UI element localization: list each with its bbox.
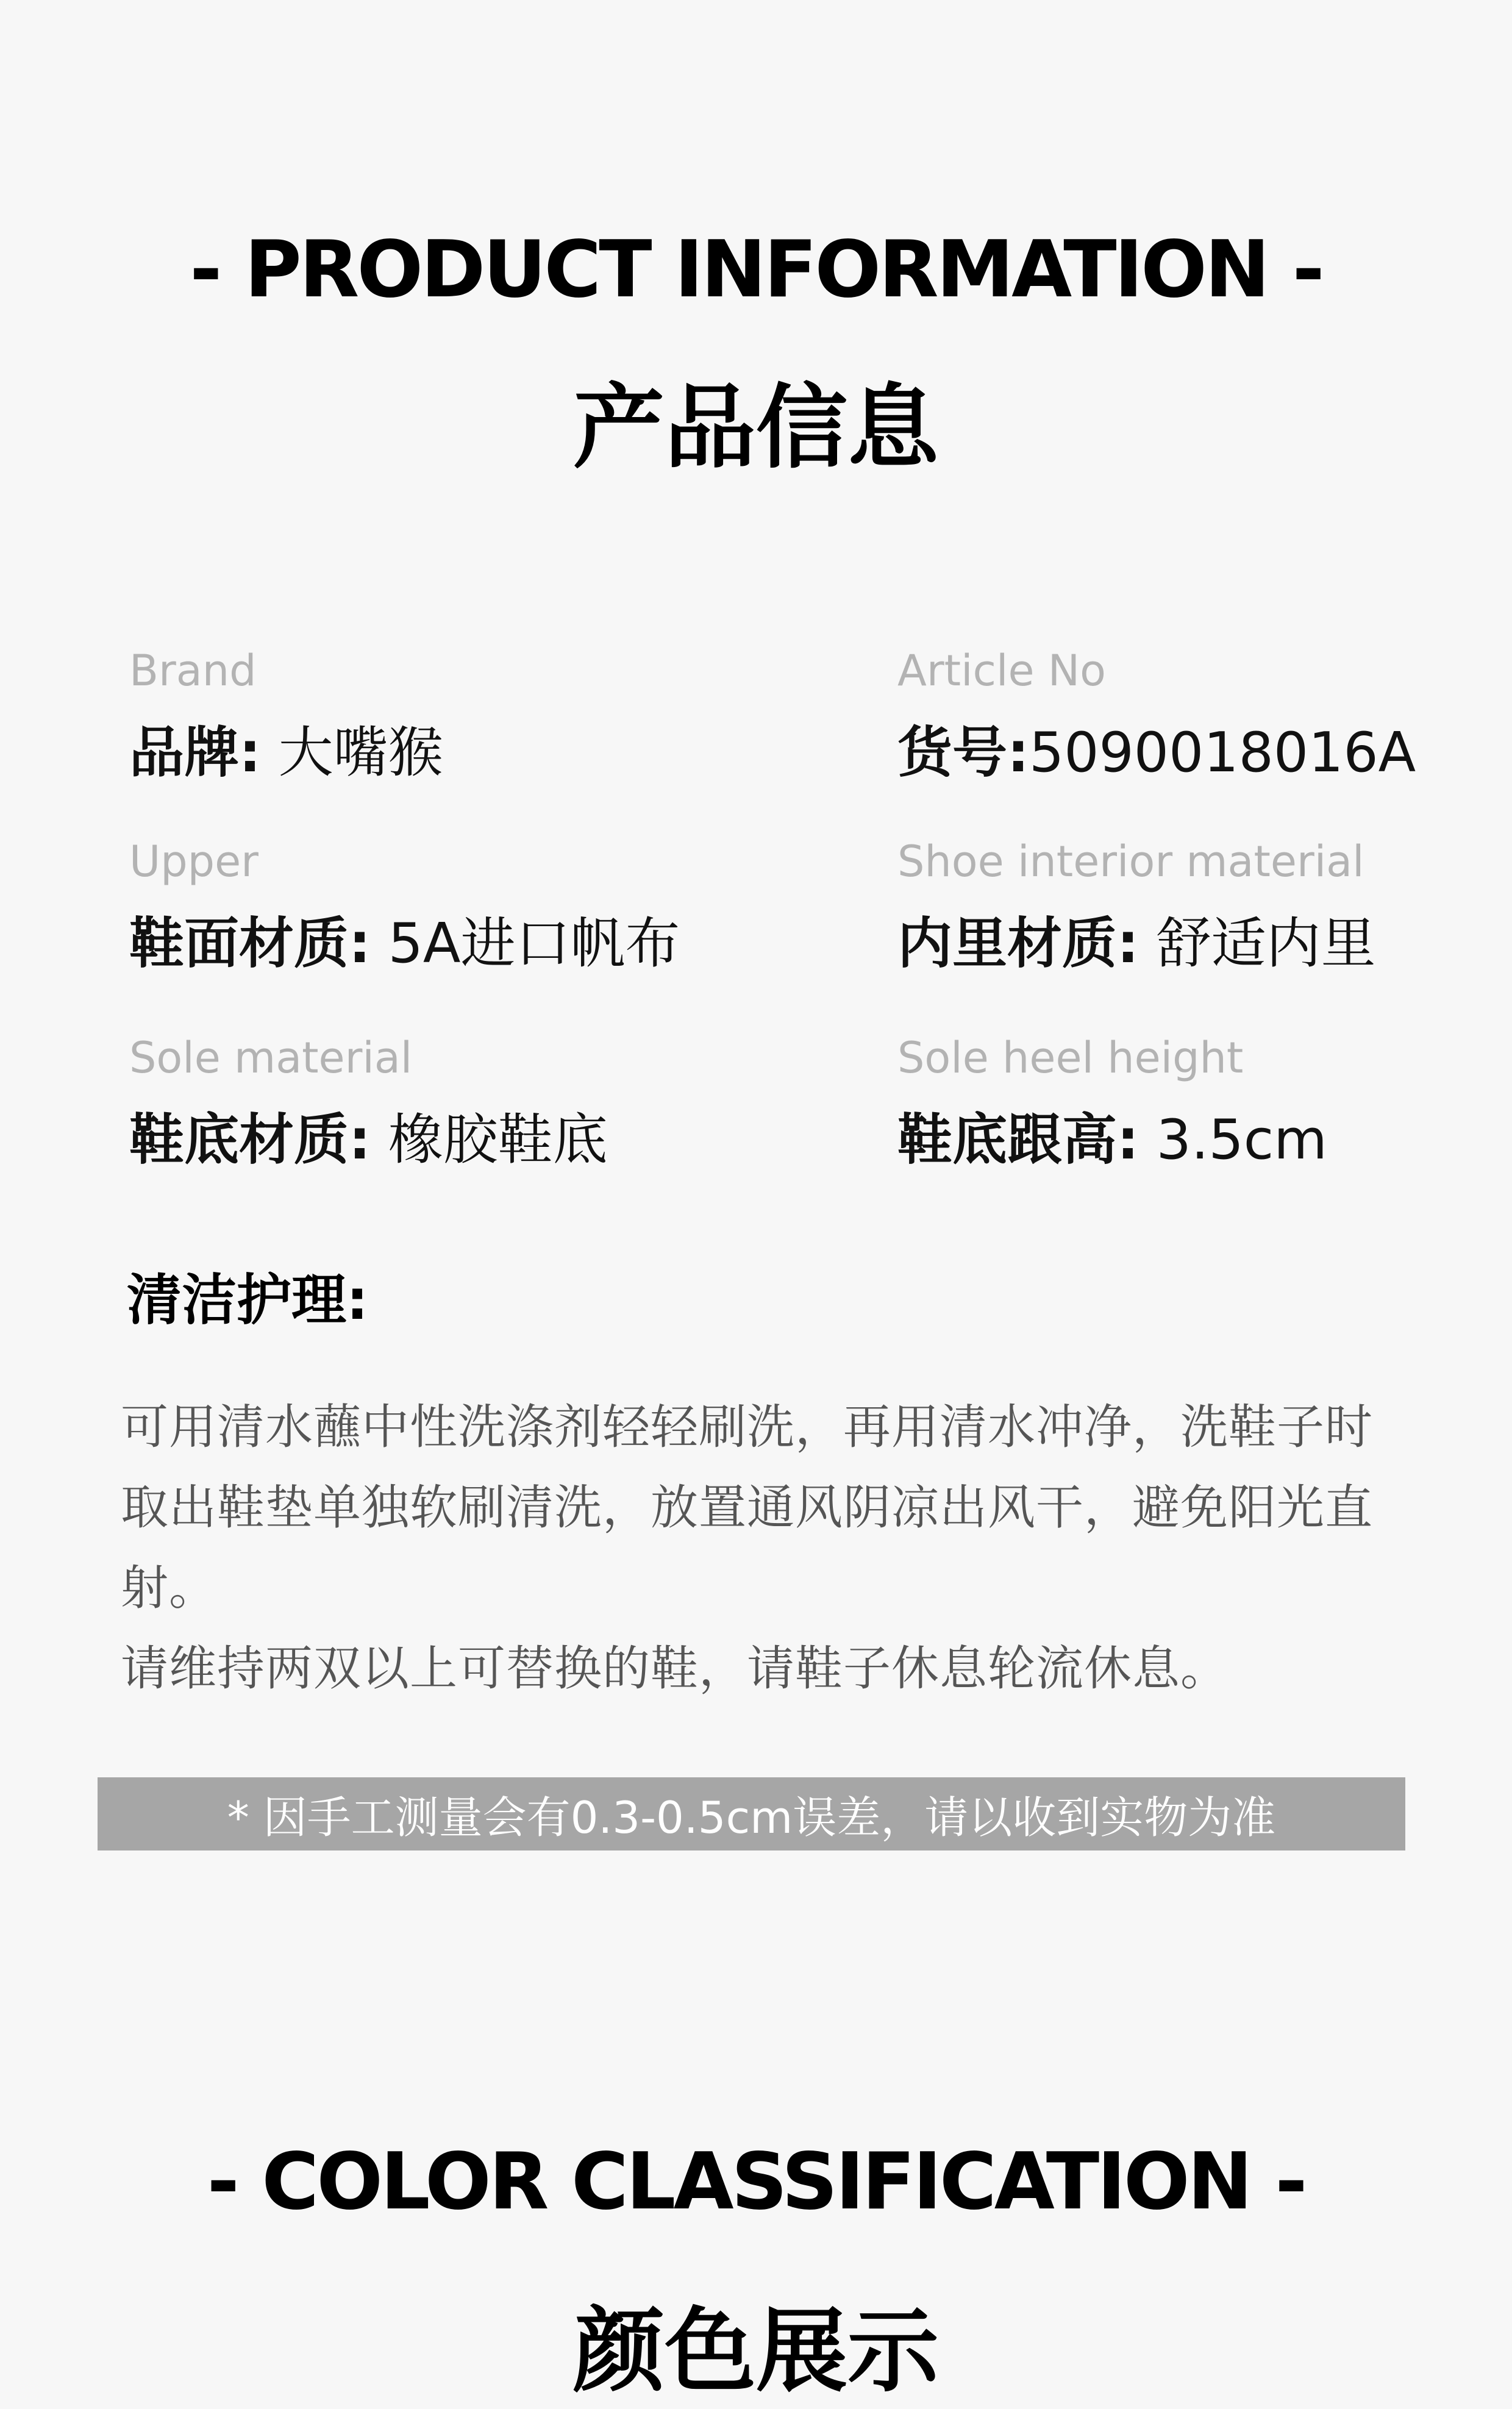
- spec-brand-value-row: [129, 721, 830, 785]
- product-info-title-en: - PRODUCT INFORMATION -: [190, 224, 1322, 315]
- spec-brand-label: Brand: [129, 646, 257, 696]
- measurement-note-bar: [98, 1777, 1405, 1850]
- spec-heel-label: Sole heel height: [897, 1033, 1244, 1083]
- spec-interior: [897, 837, 1512, 976]
- spec-article: [897, 646, 1512, 785]
- spec-upper-key: 鞋面材质:: [129, 912, 371, 976]
- spec-brand: [129, 646, 830, 785]
- care-paragraph-2: 请维持两双以上可替换的鞋，请鞋子休息轮流休息。: [121, 1641, 1229, 1696]
- spec-upper-value-row: [129, 912, 830, 976]
- spec-heel: [897, 1033, 1512, 1172]
- spec-interior-label: Shoe interior material: [897, 837, 1364, 887]
- spec-brand-value: 大嘴猴: [278, 721, 443, 785]
- spec-sole: [129, 1033, 830, 1172]
- color-section-title-zh: 颜色展示: [572, 2299, 939, 2405]
- care-instructions: [121, 1387, 1419, 1709]
- spec-interior-value-row: [897, 912, 1512, 976]
- spec-sole-value-row: [129, 1108, 830, 1172]
- spec-sole-key: 鞋底材质:: [129, 1108, 371, 1172]
- product-info-title-zh: 产品信息: [572, 375, 939, 481]
- spec-upper-label: Upper: [129, 837, 259, 887]
- spec-upper: [129, 837, 830, 976]
- spec-article-value: 5090018016A: [1029, 721, 1416, 785]
- spec-article-label: Article No: [897, 646, 1107, 696]
- care-title: 清洁护理:: [127, 1268, 368, 1332]
- spec-article-value-row: [897, 721, 1512, 785]
- spec-heel-key: 鞋底跟高:: [897, 1108, 1139, 1172]
- spec-article-key: 货号:: [897, 721, 1029, 785]
- spec-sole-value: 橡胶鞋底: [388, 1108, 608, 1172]
- color-section-title-en: - COLOR CLASSIFICATION -: [207, 2136, 1305, 2227]
- spec-heel-value-row: [897, 1108, 1512, 1172]
- spec-upper-value: 5A进口帆布: [388, 912, 680, 976]
- spec-interior-key: 内里材质:: [897, 912, 1139, 976]
- spec-brand-key: 品牌:: [129, 721, 261, 785]
- care-paragraph-1: 可用清水蘸中性洗涤剂轻轻刷洗，再用清水冲净，洗鞋子时取出鞋垫单独软刷清洗，放置通风阴凉出风干，避免阳光直射。: [121, 1400, 1374, 1616]
- measurement-note: * 因手工测量会有0.3-0.5cm误差，请以收到实物为准: [227, 1792, 1276, 1843]
- spec-heel-value: 3.5cm: [1156, 1108, 1327, 1172]
- spec-sole-label: Sole material: [129, 1033, 413, 1083]
- spec-interior-value: 舒适内里: [1156, 912, 1376, 976]
